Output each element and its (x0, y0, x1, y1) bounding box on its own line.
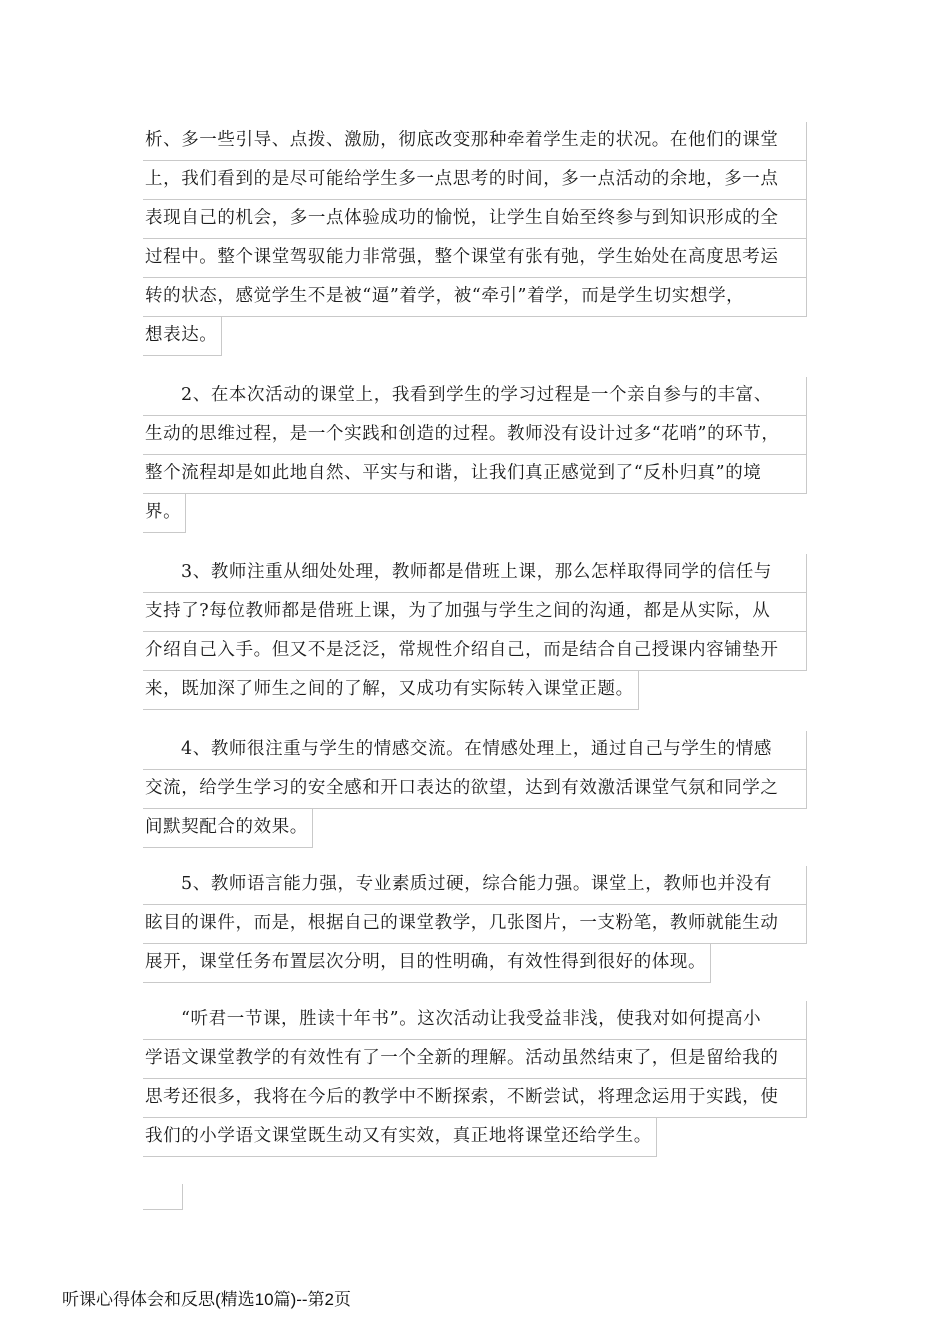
text-line: 展开，课堂任务布置层次分明，目的性明确，有效性得到很好的体现。 (143, 944, 711, 983)
text-line: 表现自己的机会，多一点体验成功的愉悦，让学生自始至终参与到知识形成的全 (143, 200, 807, 239)
paragraph-1 (143, 122, 807, 360)
text-line: 我们的小学语文课堂既生动又有实效，真正地将课堂还给学生。 (143, 1118, 657, 1157)
paragraph-3 (143, 554, 807, 714)
text-line: 转的状态，感觉学生不是被“逼”着学，被“牵引”着学，而是学生切实想学， (143, 278, 807, 317)
text-line: 整个流程却是如此地自然、平实与和谐，让我们真正感觉到了“反朴归真”的境 (143, 455, 807, 494)
text-line: 上，我们看到的是尽可能给学生多一点思考的时间，多一点活动的余地，多一点 (143, 161, 807, 200)
text-line: 交流，给学生学习的安全感和开口表达的欲望，达到有效激活课堂气氛和同学之 (143, 770, 807, 809)
text-line: 想表达。 (143, 317, 222, 356)
text-line: 间默契配合的效果。 (143, 809, 313, 848)
text-line: 眩目的课件，而是，根据自己的课堂教学，几张图片，一支粉笔，教师就能生动 (143, 905, 807, 944)
text-line: 来，既加深了师生之间的了解，又成功有实际转入课堂正题。 (143, 671, 639, 710)
text-line: 生动的思维过程，是一个实践和创造的过程。教师没有设计过多“花哨”的环节， (143, 416, 807, 455)
empty-text-box (143, 1184, 183, 1210)
text-line: 3、教师注重从细处处理，教师都是借班上课，那么怎样取得同学的信任与 (143, 554, 807, 593)
text-line: 界。 (143, 494, 186, 533)
paragraph-5 (143, 866, 807, 987)
text-line: 支持了?每位教师都是借班上课，为了加强与学生之间的沟通，都是从实际，从 (143, 593, 807, 632)
text-line: 过程中。整个课堂驾驭能力非常强，整个课堂有张有弛，学生始处在高度思考运 (143, 239, 807, 278)
text-line: 介绍自己入手。但又不是泛泛，常规性介绍自己，而是结合自己授课内容铺垫开 (143, 632, 807, 671)
paragraph-2 (143, 377, 807, 537)
text-line: 4、教师很注重与学生的情感交流。在情感处理上，通过自己与学生的情感 (143, 731, 807, 770)
text-line: “听君一节课，胜读十年书”。这次活动让我受益非浅，使我对如何提高小 (143, 1001, 807, 1040)
text-line: 学语文课堂教学的有效性有了一个全新的理解。活动虽然结束了，但是留给我的 (143, 1040, 807, 1079)
page-footer: 听课心得体会和反思(精选10篇)--第2页 (62, 1290, 352, 1309)
text-line: 2、在本次活动的课堂上，我看到学生的学习过程是一个亲自参与的丰富、 (143, 377, 807, 416)
text-line: 5、教师语言能力强，专业素质过硬，综合能力强。课堂上，教师也并没有 (143, 866, 807, 905)
paragraph-4 (143, 731, 807, 852)
paragraph-6 (143, 1001, 807, 1161)
text-line: 析、多一些引导、点拨、激励，彻底改变那种牵着学生走的状况。在他们的课堂 (143, 122, 807, 161)
text-line: 思考还很多，我将在今后的教学中不断探索，不断尝试，将理念运用于实践，使 (143, 1079, 807, 1118)
